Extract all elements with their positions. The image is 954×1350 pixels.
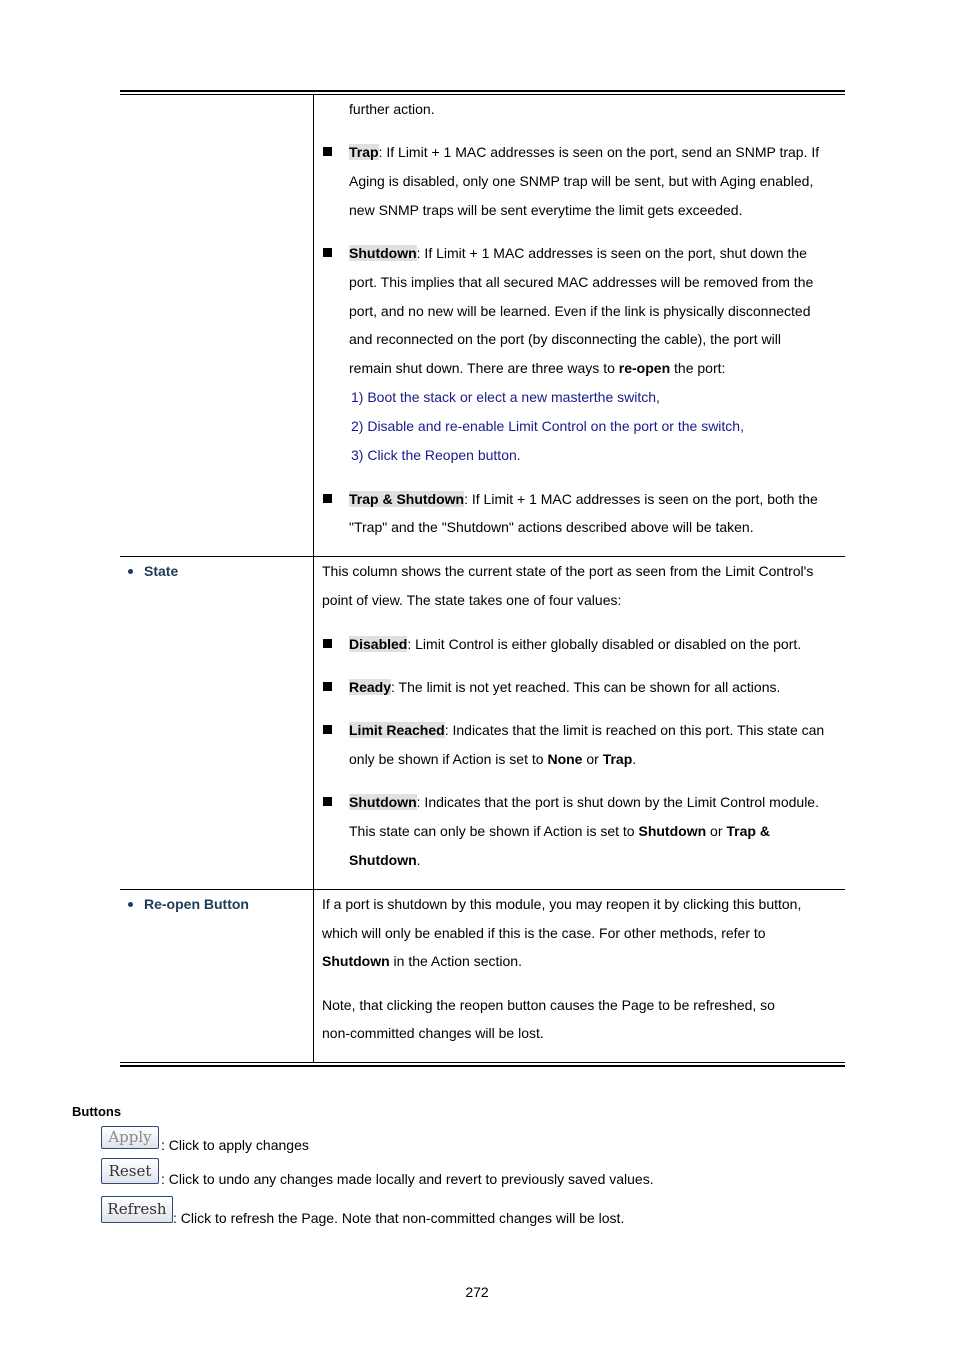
apply-desc: : Click to apply changes xyxy=(161,1137,309,1153)
bullet-square-icon xyxy=(323,494,332,503)
table-bottom-rule-inner xyxy=(120,1062,845,1063)
shutdown-desc-line: port, and no new will be learned. Even if the link is physically disconnected xyxy=(349,303,811,319)
state-limit-reached-line: Limit Reached: Indicates that the limit is reached on this port. This state can xyxy=(349,722,825,738)
state-desc-line: This column shows the current state of the port as seen from the Limit Control's xyxy=(322,563,814,579)
state-desc-line: point of view. The state takes one of four values: xyxy=(322,592,622,608)
param-reopen-label: Re-open Button xyxy=(128,890,249,919)
state-shutdown-line: Shutdown: Indicates that the port is shut down by the Limit Control module. xyxy=(349,794,819,810)
state-shutdown-line: Shutdown. xyxy=(349,852,421,868)
shutdown-desc-line: port. This implies that all secured MAC addresses will be removed from the xyxy=(349,274,814,290)
trap-desc-line: Trap: If Limit + 1 MAC addresses is seen on the port, send an SNMP trap. If xyxy=(349,144,820,160)
bullet-square-icon xyxy=(323,682,332,691)
trap-shutdown-desc-line: "Trap" and the "Shutdown" actions described above will be taken. xyxy=(349,519,754,535)
refresh-desc: : Click to refresh the Page. Note that non-committed changes will be lost. xyxy=(173,1210,625,1226)
page-number: 272 xyxy=(465,1284,489,1300)
state-ready-line: Ready: The limit is not yet reached. This can be shown for all actions. xyxy=(349,679,781,695)
bullet-dot-icon xyxy=(128,902,133,907)
trap-desc-line: new SNMP traps will be sent everytime the limit gets exceeded. xyxy=(349,202,743,218)
action-cont-text: further action. xyxy=(349,101,435,117)
reopen-way-item: 3) Click the Reopen button. xyxy=(351,447,521,463)
reopen-note-line: non-committed changes will be lost. xyxy=(322,1025,544,1041)
table-top-rule xyxy=(120,90,845,92)
trap-shutdown-desc-line: Trap & Shutdown: If Limit + 1 MAC addresses is seen on the port, both the xyxy=(349,491,818,507)
table-top-rule-inner xyxy=(120,94,845,95)
reopen-desc-line: Shutdown in the Action section. xyxy=(322,953,522,969)
bullet-dot-icon xyxy=(128,569,133,574)
bullet-square-icon xyxy=(323,725,332,734)
bullet-square-icon xyxy=(323,248,332,257)
param-state-label: State xyxy=(128,557,178,586)
shutdown-desc-line: Shutdown: If Limit + 1 MAC addresses is seen on the port, shut down the xyxy=(349,245,807,261)
state-shutdown-line: This state can only be shown if Action is set to Shutdown or Trap & xyxy=(349,823,770,839)
reopen-desc-line: which will only be enabled if this is the case. For other methods, refer to xyxy=(322,925,766,941)
bullet-square-icon xyxy=(323,147,332,156)
reset-button[interactable]: Reset xyxy=(101,1158,159,1184)
shutdown-desc-line: remain shut down. There are three ways to re-open the port: xyxy=(349,360,726,376)
reset-desc: : Click to undo any changes made locally and revert to previously saved values. xyxy=(161,1171,654,1187)
bullet-square-icon xyxy=(323,639,332,648)
column-divider xyxy=(313,95,314,1063)
trap-desc-line: Aging is disabled, only one SNMP trap will be sent, but with Aging enabled, xyxy=(349,173,814,189)
shutdown-desc-line: and reconnected on the port (by disconnecting the cable), the port will xyxy=(349,331,781,347)
reopen-way-item: 1) Boot the stack or elect a new masterthe switch, xyxy=(351,389,660,405)
bullet-square-icon xyxy=(323,797,332,806)
refresh-button[interactable]: Refresh xyxy=(101,1196,173,1223)
table-bottom-rule xyxy=(120,1065,845,1067)
reopen-way-item: 2) Disable and re-enable Limit Control on the port or the switch, xyxy=(351,418,744,434)
apply-button[interactable]: Apply xyxy=(101,1126,159,1149)
reopen-note-line: Note, that clicking the reopen button causes the Page to be refreshed, so xyxy=(322,997,775,1013)
state-disabled-line: Disabled: Limit Control is either globally disabled or disabled on the port. xyxy=(349,636,802,652)
state-limit-reached-line: only be shown if Action is set to None or Trap. xyxy=(349,751,637,767)
buttons-heading: Buttons xyxy=(72,1104,122,1119)
reopen-desc-line: If a port is shutdown by this module, you may reopen it by clicking this button, xyxy=(322,896,802,912)
